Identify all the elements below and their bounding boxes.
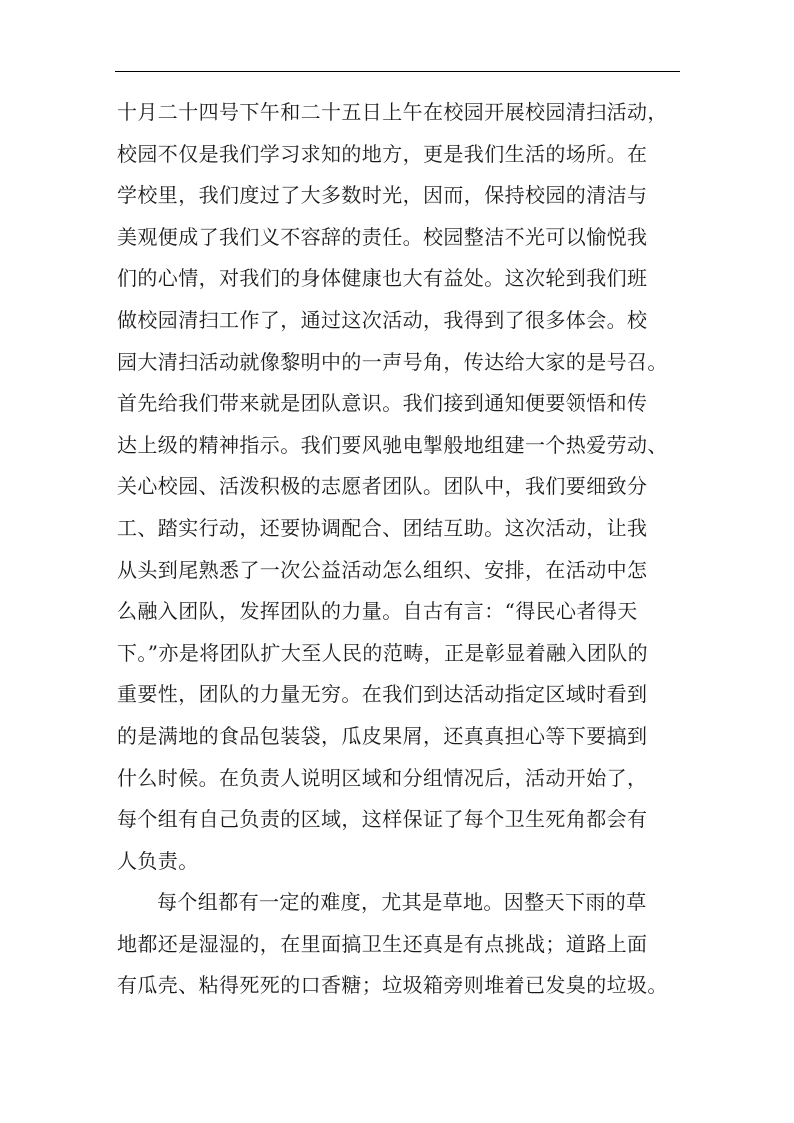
text-line: 关心校园、活泼积极的志愿者团队。团队中，我们要细致分 [117,474,648,499]
text-line: 十月二十四号下午和二十五日上午在校园开展校园清扫活动， [117,100,668,124]
text-line: 的是满地的食品包装袋，瓜皮果屑，还真真担心等下要搞到 [117,723,648,748]
text-line: 下。”亦是将团队扩大至人民的范畴，正是彰显着融入团队的 [117,640,649,665]
text-line: 们的心情，对我们的身体健康也大有益处。这次轮到我们班 [117,266,648,291]
text-line: 人负责。 [117,848,199,873]
text-line: 做校园清扫工作了，通过这次活动，我得到了很多体会。校 [117,307,648,332]
text-line: 从头到尾熟悉了一次公益活动怎么组织、安排，在活动中怎 [117,557,648,582]
text-line: 什么时候。在负责人说明区域和分组情况后，活动开始了， [117,765,648,790]
header-rule [115,71,680,72]
text-line: 每个组有自己负责的区域，这样保证了每个卫生死角都会有 [117,807,648,832]
text-line: 重要性，团队的力量无穷。在我们到达活动指定区域时看到 [117,682,648,707]
text-line: 学校里，我们度过了大多数时光，因而，保持校园的清洁与 [117,183,648,208]
text-line: 达上级的精神指示。我们要风驰电掣般地组建一个热爱劳动、 [117,432,668,457]
text-line: 有瓜壳、粘得死死的口香糖；垃圾箱旁则堆着已发臭的垃圾。 [117,973,668,998]
text-line: 地都还是湿湿的，在里面搞卫生还真是有点挑战；道路上面 [117,931,648,956]
paragraph-first-line: 每个组都有一定的难度，尤其是草地。因整天下雨的草 [157,890,647,915]
text-line: 工、踏实行动，还要协调配合、团结互助。这次活动，让我 [117,515,648,540]
body-text [117,92,697,1007]
text-line: 园大清扫活动就像黎明中的一声号角，传达给大家的是号召。 [117,349,668,374]
text-line: 美观便成了我们义不容辞的责任。校园整洁不光可以愉悦我 [117,224,648,249]
text-line: 首先给我们带来就是团队意识。我们接到通知便要领悟和传 [117,391,648,416]
text-line: 么融入团队，发挥团队的力量。自古有言：“得民心者得天 [117,599,638,624]
text-line: 校园不仅是我们学习求知的地方，更是我们生活的场所。在 [117,141,648,166]
